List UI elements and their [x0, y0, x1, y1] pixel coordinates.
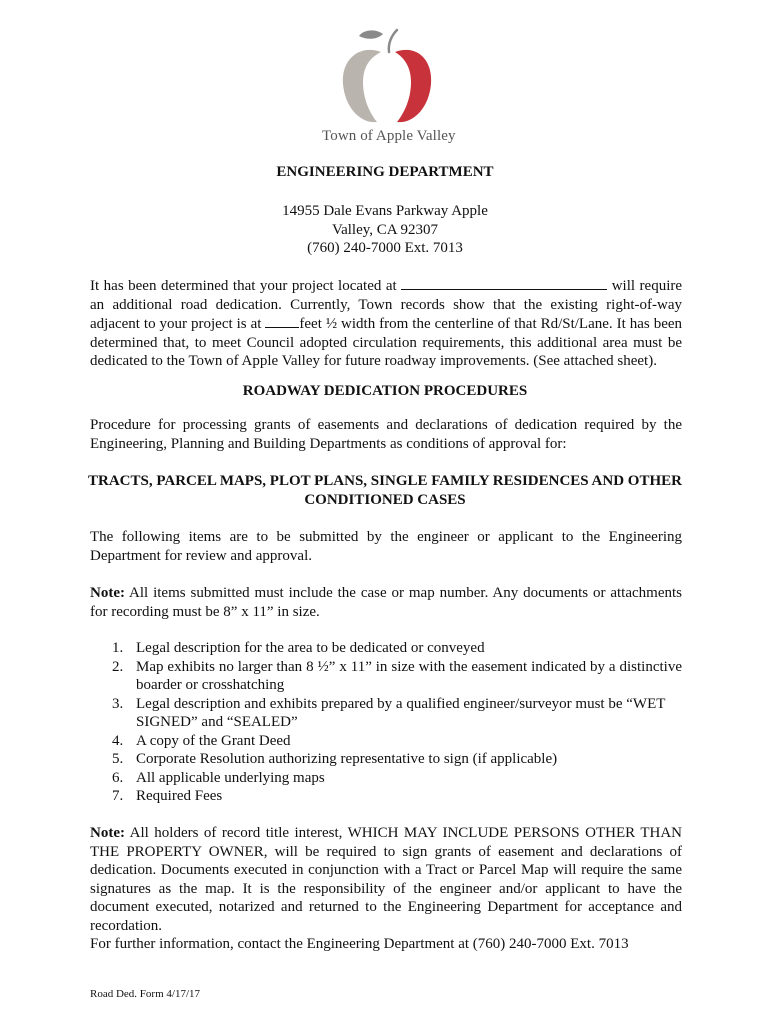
submission-paragraph: The following items are to be submitted by the engineer or applicant to the Engineering Department for review and approval. — [90, 529, 682, 564]
intro-part-2: will require an additional road dedication. Currently, Town records show that the existing right-of-way adjacent to your project is at — [90, 278, 683, 332]
address-line-1: 14955 Dale Evans Parkway Apple — [282, 203, 488, 219]
list-item — [90, 787, 690, 806]
list-item-text: Legal description and exhibits prepared by a qualified engineer/surveyor must be “WET SIGNED” and “SEALED” — [136, 695, 666, 730]
note-2-paragraph — [90, 824, 682, 935]
department-title: ENGINEERING DEPARTMENT — [276, 164, 494, 180]
list-item-number: 1. — [112, 640, 124, 656]
leaf-icon — [359, 30, 383, 38]
list-item-number: 7. — [112, 788, 124, 804]
procedure-paragraph: Procedure for processing grants of easements and declarations of dedication required by the Engineering, Planning and Building Departments as conditions of approval for: — [90, 417, 682, 452]
list-item — [90, 639, 690, 658]
procedures-title: ROADWAY DEDICATION PROCEDURES — [242, 383, 528, 399]
list-item-number: 4. — [112, 732, 124, 749]
address-line-2: Valley, CA 92307 — [331, 221, 439, 238]
list-item — [90, 658, 690, 695]
list-item-number: 3. — [112, 695, 124, 712]
town-logo — [322, 26, 456, 151]
note-2-label: Note: — [90, 825, 125, 841]
apple-logo-icon — [339, 26, 435, 126]
right-of-way-feet-blank[interactable] — [265, 314, 299, 328]
address-phone: (760) 240-7000 Ext. 7013 — [307, 240, 463, 256]
cases-title-line-1: TRACTS, PARCEL MAPS, PLOT PLANS, SINGLE FAMILY RESIDENCES AND OTHER — [87, 473, 682, 489]
apple-right-half — [395, 50, 431, 122]
logo-text: Town of Apple Valley — [322, 128, 456, 144]
list-item — [90, 695, 690, 732]
list-item-text: Corporate Resolution authorizing representative to sign (if applicable) — [136, 751, 558, 767]
intro-part-1: It has been determined that your project located at — [90, 278, 397, 294]
list-item-text: Map exhibits no larger than 8 ½” x 11” in size with the easement indicated by a distinctive boarder or crosshatching — [136, 658, 682, 693]
stem-icon — [389, 30, 397, 52]
intro-part-3: feet ½ width from the centerline of that Rd/St/Lane. It has been determined that, to meet Council adopted circulation requirements, this additional area must be dedicated to the Town of Apple Valley for future roadway improvements. (See attached sheet). — [90, 316, 683, 369]
note-1-paragraph — [90, 584, 682, 621]
list-item — [90, 769, 690, 788]
list-item-text: A copy of the Grant Deed — [136, 732, 291, 749]
list-item-text: Legal description for the area to be dedicated or conveyed — [136, 640, 485, 656]
list-item — [90, 750, 690, 769]
list-item-text: Required Fees — [136, 788, 223, 804]
list-item-number: 6. — [112, 769, 124, 786]
form-footer: Road Ded. Form 4/17/17 — [90, 988, 200, 1000]
list-item-number: 2. — [112, 658, 124, 675]
contact-paragraph: For further information, contact the Engineering Department at (760) 240-7000 Ext. 7013 — [90, 936, 629, 952]
note-2-text: All holders of record title interest, WHICH MAY INCLUDE PERSONS OTHER THAN THE PROPERTY OWNER, will be required to sign grants of easement and declarations of dedication. Documents executed in conjunction with a Tract or Parcel Map will require the same signatures as the map. It is the responsibility of the engineer and/or applicant to have the document executed, notarized and returned to the Engineering Department for acceptance and recordation. — [90, 825, 682, 934]
address-block — [0, 202, 770, 258]
apple-left-half — [343, 50, 381, 122]
cases-title — [0, 472, 770, 509]
intro-paragraph — [90, 276, 682, 371]
list-item-text: All applicable underlying maps — [136, 769, 325, 786]
cases-title-line-2: CONDITIONED CASES — [304, 491, 466, 508]
note-1-label: Note: — [90, 585, 125, 601]
list-item — [90, 732, 690, 751]
note-1-text: All items submitted must include the case or map number. Any documents or attachments for recording must be 8” x 11” in size. — [90, 585, 682, 620]
list-item-number: 5. — [112, 751, 124, 767]
project-location-blank[interactable] — [401, 276, 607, 290]
requirements-list — [90, 639, 690, 806]
